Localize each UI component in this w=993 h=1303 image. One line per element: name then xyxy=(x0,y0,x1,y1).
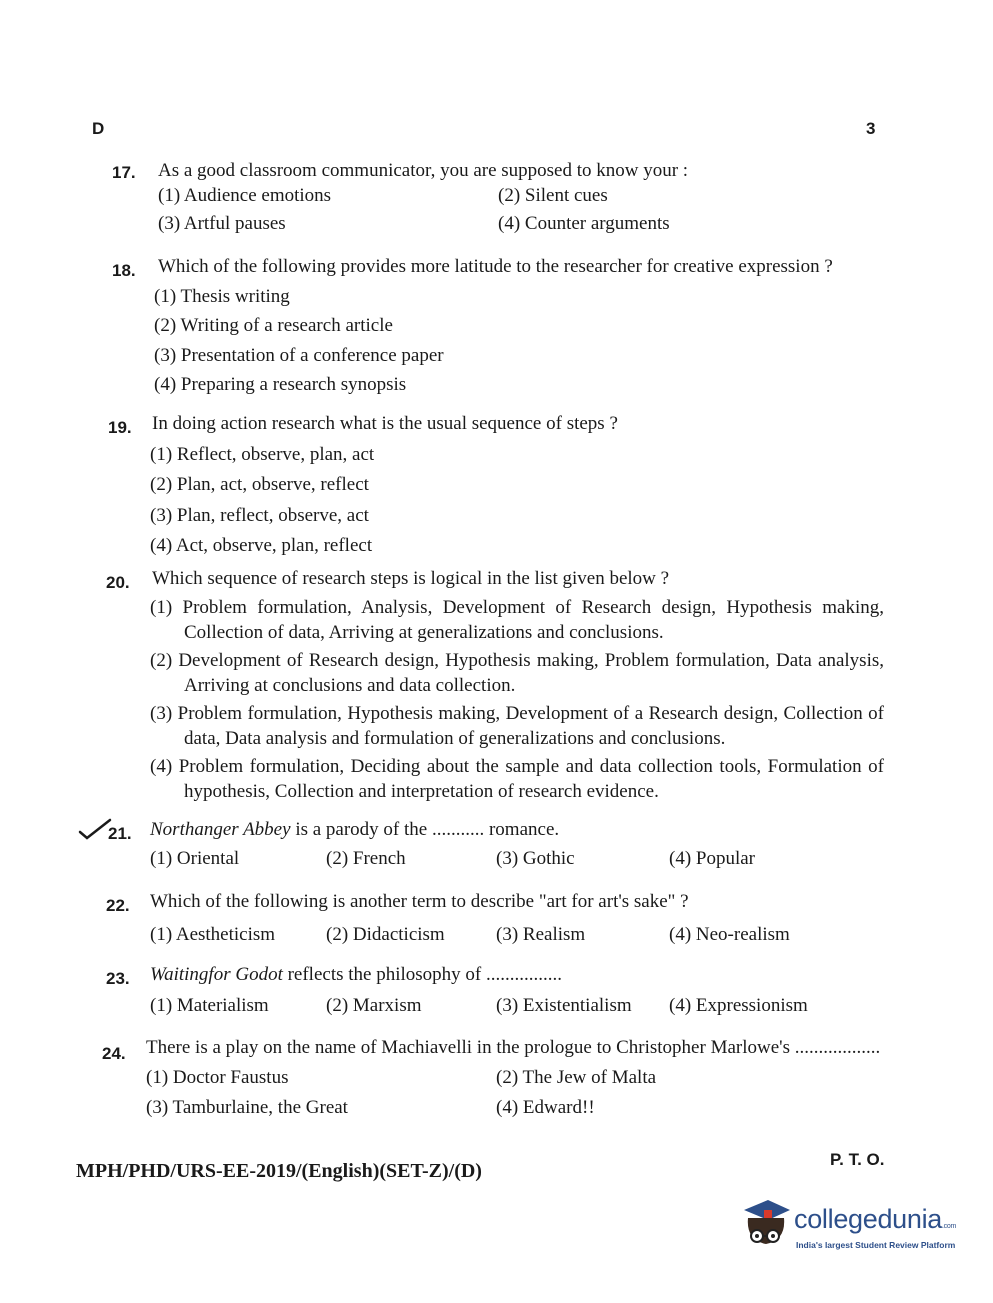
option-row xyxy=(150,922,894,952)
option-row xyxy=(150,846,894,876)
paper-code: MPH/PHD/URS-EE-2019/(English)(SET-Z)/(D) xyxy=(76,1160,482,1182)
option-2: (2) Writing of a research article xyxy=(154,315,393,336)
set-letter: D xyxy=(92,119,105,138)
option-row xyxy=(146,1094,884,1124)
question-text xyxy=(150,962,894,987)
question-21 xyxy=(104,817,894,876)
mascot-icon xyxy=(738,1196,794,1258)
logo-suffix: .com xyxy=(942,1223,957,1230)
option-2: (2) Silent cues xyxy=(498,185,608,206)
question-text: Which of the following provides more latitude to the researcher for creative expression ? xyxy=(158,256,833,277)
logo-tagline: India's largest Student Review Platform xyxy=(796,1240,956,1250)
question-text: Which sequence of research steps is logical in the list given below ? xyxy=(152,568,670,589)
question-18 xyxy=(104,252,894,400)
page-number: 3 xyxy=(866,119,876,138)
option-3: (3) Tamburlaine, the Great xyxy=(146,1097,348,1118)
option-1: (1) Aestheticism xyxy=(150,924,276,945)
option-2: (2) Marxism xyxy=(326,995,422,1016)
option-1: (1) Oriental xyxy=(150,848,240,869)
question-text: As a good classroom communicator, you are supposed to know your : xyxy=(158,160,689,181)
option-4: (4) Edward!! xyxy=(496,1097,595,1118)
option-1: (1) Doctor Faustus xyxy=(146,1067,289,1088)
question-number: 20. xyxy=(106,573,130,592)
option-row xyxy=(146,1064,884,1094)
option-row xyxy=(158,183,894,211)
option-2: (2) French xyxy=(326,848,406,869)
question-text: Which of the following is another term to describe "art for art's sake" ? xyxy=(150,891,689,912)
option-row xyxy=(158,211,894,239)
question-number: 17. xyxy=(112,163,136,182)
question-number: 24. xyxy=(102,1044,126,1063)
question-number: 18. xyxy=(112,261,136,280)
collegedunia-logo[interactable] xyxy=(738,1196,963,1258)
question-text xyxy=(150,817,894,842)
option-3: (3) Problem formulation, Hypothesis making, Development of a Research design, Collection of data, Data analysis and formulation of generalizations and conclusions. xyxy=(150,703,884,749)
option-2: (2) Development of Research design, Hypothesis making, Problem formulation, Data analysis, Arriving at conclusions and data collection. xyxy=(150,650,884,696)
work-title: Northanger Abbey xyxy=(150,819,291,840)
option-4: (4) Neo-realism xyxy=(669,924,790,945)
option-1: (1) Reflect, observe, plan, act xyxy=(150,443,375,465)
option-4: (4) Act, observe, plan, reflect xyxy=(150,535,373,556)
question-23 xyxy=(104,962,894,1023)
option-2: (2) The Jew of Malta xyxy=(496,1067,657,1088)
option-2: (2) Plan, act, observe, reflect xyxy=(150,474,369,495)
option-3: (3) Plan, reflect, observe, act xyxy=(150,504,369,526)
logo-name: collegedunia xyxy=(794,1204,943,1234)
question-number: 21. xyxy=(108,824,132,843)
question-text: In doing action research what is the usual sequence of steps ? xyxy=(152,413,618,434)
question-22 xyxy=(104,889,894,952)
question-number: 19. xyxy=(108,418,132,437)
option-1: (1) Problem formulation, Analysis, Development of Research design, Hypothesis making, Collection of data, Arriving at generalizations and conclusions. xyxy=(150,597,884,643)
option-4: (4) Expressionism xyxy=(669,995,808,1016)
pto-label: P. T. O. xyxy=(830,1150,885,1169)
option-3: (3) Existentialism xyxy=(496,995,632,1016)
work-title: Waitingfor Godot xyxy=(150,964,283,985)
option-3: (3) Artful pauses xyxy=(158,213,286,234)
question-19 xyxy=(104,409,894,562)
question-number: 23. xyxy=(106,969,130,988)
option-3: (3) Gothic xyxy=(496,848,575,869)
option-3: (3) Presentation of a conference paper xyxy=(154,344,444,366)
option-1: (1) Audience emotions xyxy=(158,185,332,206)
question-24 xyxy=(104,1034,884,1124)
question-17 xyxy=(104,158,894,239)
question-text-rest: reflects the philosophy of ................ xyxy=(282,964,562,985)
option-4: (4) Counter arguments xyxy=(498,213,670,234)
option-4: (4) Popular xyxy=(669,848,756,869)
question-number: 22. xyxy=(106,896,130,915)
option-1: (1) Thesis writing xyxy=(154,285,290,307)
option-4: (4) Preparing a research synopsis xyxy=(154,374,407,395)
option-1: (1) Materialism xyxy=(150,995,269,1016)
option-3: (3) Realism xyxy=(496,924,586,945)
option-row xyxy=(150,993,894,1023)
question-text: There is a play on the name of Machiavelli in the prologue to Christopher Marlowe's .................. xyxy=(146,1037,881,1058)
option-4: (4) Problem formulation, Deciding about the sample and data collection tools, Formulation of hypothesis, Collection and interpretation of research evidence. xyxy=(150,756,884,802)
question-text-rest: is a parody of the ........... romance. xyxy=(290,819,560,840)
question-20 xyxy=(104,566,884,804)
option-2: (2) Didacticism xyxy=(326,924,445,945)
logo-wordmark xyxy=(794,1204,956,1235)
